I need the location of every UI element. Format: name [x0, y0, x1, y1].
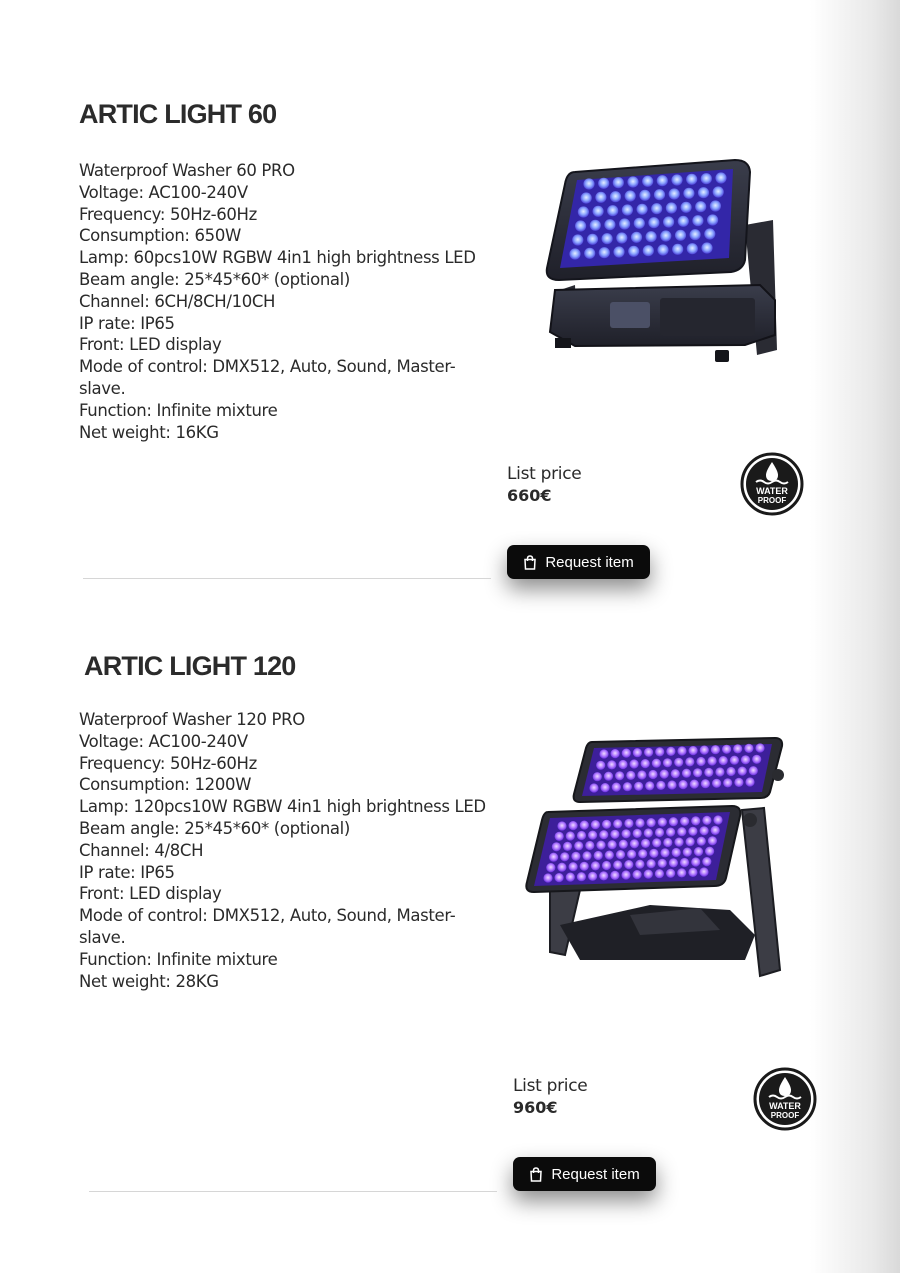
led-dot — [649, 849, 658, 858]
led-dot — [549, 853, 558, 862]
led-dot — [655, 828, 664, 837]
led-dot — [635, 818, 644, 827]
led-dot — [626, 771, 635, 780]
led-dot — [645, 781, 654, 790]
led-dot — [658, 859, 667, 868]
waterproof-badge — [753, 1067, 817, 1131]
led-dot — [566, 831, 575, 840]
spec-line: Waterproof Washer 60 PRO — [79, 161, 295, 180]
led-dot — [624, 860, 633, 869]
led-dot — [745, 777, 754, 786]
led-dot — [733, 744, 742, 753]
led-dot — [652, 759, 661, 768]
led-dot — [669, 188, 680, 199]
spec-line: Consumption: 650W — [79, 226, 241, 246]
led-dot — [693, 768, 702, 777]
led-dot — [712, 779, 721, 788]
led-dot — [697, 837, 706, 846]
led-dot — [588, 831, 597, 840]
badge-line2: PROOF — [757, 496, 787, 505]
led-dot — [581, 192, 592, 203]
led-dot — [619, 218, 630, 229]
led-dot — [583, 178, 594, 189]
led-dot — [677, 827, 686, 836]
led-dot — [613, 246, 624, 257]
led-dot — [692, 215, 703, 226]
led-dot — [635, 860, 644, 869]
spec-line: Consumption: 1200W — [79, 775, 252, 795]
spec-line: Function: Infinite mixture — [79, 949, 278, 969]
led-dot — [621, 870, 630, 879]
led-dot — [704, 768, 713, 777]
led-dot — [613, 860, 622, 869]
led-dot — [647, 818, 656, 827]
led-dot — [666, 202, 677, 213]
led-dot — [654, 189, 665, 200]
led-dot — [599, 871, 608, 880]
led-dot — [641, 839, 650, 848]
led-dot — [666, 747, 675, 756]
led-dot — [711, 826, 720, 835]
spec-line: Channel: 4/8CH — [79, 840, 204, 860]
badge-line1: WATER — [756, 486, 788, 496]
badge-line1: WATER — [769, 1101, 801, 1111]
led-dot — [644, 828, 653, 837]
spec-line: Front: LED display — [79, 884, 222, 904]
led-dot — [677, 746, 686, 755]
led-dot — [683, 188, 694, 199]
led-dot — [610, 830, 619, 839]
led-dot — [711, 745, 720, 754]
led-dot — [688, 827, 697, 836]
led-dot — [627, 850, 636, 859]
led-dot — [691, 857, 700, 866]
led-dot — [666, 828, 675, 837]
led-dot — [634, 782, 643, 791]
led-dot — [700, 746, 709, 755]
led-dot — [633, 870, 642, 879]
led-dot — [715, 172, 726, 183]
led-dot — [616, 850, 625, 859]
led-dot — [622, 829, 631, 838]
led-dot — [618, 760, 627, 769]
led-dot — [557, 821, 566, 830]
led-dot — [663, 838, 672, 847]
led-dot — [738, 767, 747, 776]
led-dot — [612, 783, 621, 792]
led-dot — [696, 757, 705, 766]
led-dot — [546, 863, 555, 872]
led-dot — [647, 859, 656, 868]
led-dot — [685, 757, 694, 766]
led-dot — [681, 202, 692, 213]
shopping-bag-icon — [523, 555, 537, 570]
spec-line: Front: LED display — [79, 335, 222, 355]
led-dot — [607, 760, 616, 769]
led-dot — [688, 868, 697, 877]
led-dot — [680, 817, 689, 826]
led-dot — [641, 759, 650, 768]
led-dot — [616, 232, 627, 243]
led-dot — [593, 772, 602, 781]
led-dot — [608, 840, 617, 849]
led-dot — [613, 177, 624, 188]
led-dot — [577, 831, 586, 840]
led-dot — [630, 759, 639, 768]
led-dot — [700, 826, 709, 835]
led-dot — [633, 748, 642, 757]
led-dot — [734, 778, 743, 787]
led-dot — [601, 783, 610, 792]
led-dot — [671, 174, 682, 185]
led-dot — [701, 779, 710, 788]
led-dot — [643, 245, 654, 256]
led-dot — [698, 187, 709, 198]
led-dot — [690, 229, 701, 240]
spec-line: Mode of control: DMX512, Auto, Sound, Master- — [79, 906, 456, 926]
led-dot — [658, 818, 667, 827]
spec-line: Net weight: 28KG — [79, 971, 219, 991]
spec-line: IP rate: IP65 — [79, 313, 175, 333]
led-dot — [628, 246, 639, 257]
led-dot — [655, 869, 664, 878]
led-dot — [642, 176, 653, 187]
led-dot — [723, 778, 732, 787]
led-dot — [701, 242, 712, 253]
led-dot — [666, 869, 675, 878]
led-dot — [566, 873, 575, 882]
led-dot — [590, 220, 601, 231]
led-dot — [694, 847, 703, 856]
spec-line: Mode of control: DMX512, Auto, Sound, Master- — [79, 357, 456, 377]
led-dot — [622, 204, 633, 215]
led-dot — [677, 868, 686, 877]
led-dot — [710, 200, 721, 211]
led-dot — [571, 852, 580, 861]
led-dot — [555, 873, 564, 882]
led-dot — [598, 178, 609, 189]
led-dot — [695, 201, 706, 212]
led-dot — [656, 781, 665, 790]
list-price-value: 960€ — [513, 1098, 558, 1117]
product-specs — [79, 160, 509, 443]
led-dot — [625, 190, 636, 201]
led-dot — [752, 755, 761, 764]
led-dot — [655, 747, 664, 756]
led-dot — [594, 851, 603, 860]
led-dot — [560, 852, 569, 861]
led-dot — [701, 173, 712, 184]
led-dot — [569, 821, 578, 830]
led-dot — [580, 862, 589, 871]
led-dot — [591, 820, 600, 829]
led-dot — [582, 851, 591, 860]
page-edge-shadow — [810, 0, 900, 1273]
led-dot — [699, 867, 708, 876]
led-dot — [605, 851, 614, 860]
led-dot — [707, 214, 718, 225]
spec-line: Voltage: AC100-240V — [79, 182, 248, 202]
led-dot — [708, 756, 717, 765]
led-dot — [638, 849, 647, 858]
led-dot — [651, 203, 662, 214]
led-dot — [719, 756, 728, 765]
led-dot — [622, 749, 631, 758]
led-dot — [637, 770, 646, 779]
led-dot — [602, 820, 611, 829]
product-title: ARTIC LIGHT 120 — [84, 651, 296, 681]
led-dot — [619, 840, 628, 849]
led-dot — [623, 782, 632, 791]
list-price-label: List price — [507, 464, 582, 484]
section-divider — [89, 1191, 497, 1192]
led-dot — [637, 204, 648, 215]
led-dot — [702, 857, 711, 866]
water-drop-icon — [740, 452, 804, 516]
led-dot — [713, 186, 724, 197]
led-dot — [555, 832, 564, 841]
led-dot — [607, 205, 618, 216]
led-dot — [669, 817, 678, 826]
spec-line: Frequency: 50Hz-60Hz — [79, 753, 257, 773]
led-dot — [599, 830, 608, 839]
led-dot — [744, 744, 753, 753]
led-dot — [705, 847, 714, 856]
led-dot — [675, 230, 686, 241]
led-dot — [683, 848, 692, 857]
led-dot — [584, 248, 595, 259]
led-dot — [588, 872, 597, 881]
led-dot — [672, 244, 683, 255]
led-dot — [657, 244, 668, 255]
spec-line: Beam angle: 25*45*60* (optional) — [79, 269, 351, 289]
spec-line: Voltage: AC100-240V — [79, 731, 248, 751]
led-dot — [569, 248, 580, 259]
led-dot — [686, 174, 697, 185]
led-dot — [657, 175, 668, 186]
led-dot — [633, 829, 642, 838]
led-dot — [646, 231, 657, 242]
led-dot — [596, 841, 605, 850]
led-dot — [690, 780, 699, 789]
led-dot — [682, 769, 691, 778]
led-dot — [669, 858, 678, 867]
request-item-button[interactable] — [513, 1157, 656, 1191]
led-dot — [595, 192, 606, 203]
led-dot — [755, 743, 764, 752]
led-dot — [589, 783, 598, 792]
led-dot — [634, 218, 645, 229]
product-image-washer-120 — [520, 730, 815, 985]
list-price-value: 660€ — [507, 486, 552, 505]
product-image-washer-60 — [535, 150, 790, 380]
spec-line: Function: Infinite mixture — [79, 400, 278, 420]
led-dot — [593, 206, 604, 217]
led-dot — [624, 819, 633, 828]
led-dot — [704, 228, 715, 239]
spec-line: Frequency: 50Hz-60Hz — [79, 204, 257, 224]
led-dot — [648, 770, 657, 779]
led-dot — [674, 758, 683, 767]
spec-line: Channel: 6CH/8CH/10CH — [79, 291, 276, 311]
led-dot — [660, 770, 669, 779]
led-dot — [587, 234, 598, 245]
led-dot — [631, 232, 642, 243]
led-dot — [613, 819, 622, 828]
led-dot — [702, 816, 711, 825]
led-dot — [667, 780, 676, 789]
led-dot — [591, 861, 600, 870]
spec-line: Lamp: 120pcs10W RGBW 4in1 high brightness LED — [79, 797, 486, 817]
led-dot — [599, 749, 608, 758]
led-dot — [678, 216, 689, 227]
spec-line: Lamp: 60pcs10W RGBW 4in1 high brightness LED — [79, 248, 476, 268]
led-dot — [580, 821, 589, 830]
led-dot — [630, 839, 639, 848]
spec-line: Net weight: 16KG — [79, 422, 219, 442]
led-dot — [563, 842, 572, 851]
led-dot — [644, 870, 653, 879]
led-dot — [749, 766, 758, 775]
section-divider — [83, 578, 491, 579]
led-dot — [557, 863, 566, 872]
led-dot — [615, 771, 624, 780]
water-drop-icon — [753, 1067, 817, 1131]
led-dot — [644, 748, 653, 757]
product-specs — [79, 709, 509, 992]
led-dot — [674, 838, 683, 847]
led-dot — [708, 836, 717, 845]
led-dot — [578, 206, 589, 217]
led-dot — [596, 761, 605, 770]
badge-line2: PROOF — [770, 1111, 800, 1120]
led-dot — [663, 216, 674, 227]
spec-line: Beam angle: 25*45*60* (optional) — [79, 818, 351, 838]
led-dot — [671, 769, 680, 778]
led-dot — [552, 842, 561, 851]
led-dot — [679, 780, 688, 789]
led-dot — [604, 772, 613, 781]
led-dot — [715, 767, 724, 776]
led-dot — [686, 837, 695, 846]
led-dot — [730, 756, 739, 765]
led-dot — [572, 234, 583, 245]
led-dot — [602, 233, 613, 244]
led-dot — [687, 243, 698, 254]
request-item-label: Request item — [545, 553, 634, 571]
product-title: ARTIC LIGHT 60 — [79, 99, 277, 129]
led-dot — [722, 745, 731, 754]
led-dot — [585, 841, 594, 850]
spec-line: slave. — [79, 378, 126, 398]
led-dot — [648, 217, 659, 228]
led-dot — [611, 749, 620, 758]
led-dot — [610, 871, 619, 880]
led-dot — [689, 746, 698, 755]
led-dot — [663, 758, 672, 767]
request-item-label: Request item — [551, 1165, 640, 1183]
led-dot — [602, 861, 611, 870]
led-dot — [680, 858, 689, 867]
led-dot — [575, 220, 586, 231]
led-dot — [604, 219, 615, 230]
led-dot — [741, 755, 750, 764]
led-dot — [639, 190, 650, 201]
led-dot — [610, 191, 621, 202]
led-dot — [726, 767, 735, 776]
led-dot — [652, 838, 661, 847]
led-dot — [599, 247, 610, 258]
led-dot — [627, 176, 638, 187]
led-dot — [577, 872, 586, 881]
led-dot — [660, 230, 671, 241]
spec-line: Waterproof Washer 120 PRO — [79, 710, 305, 729]
led-dot — [691, 816, 700, 825]
request-item-button[interactable] — [507, 545, 650, 579]
waterproof-badge — [740, 452, 804, 516]
spec-line: IP rate: IP65 — [79, 862, 175, 882]
led-dot — [660, 848, 669, 857]
led-dot — [713, 815, 722, 824]
led-dot — [672, 848, 681, 857]
shopping-bag-icon — [529, 1167, 543, 1182]
list-price-label: List price — [513, 1076, 588, 1096]
led-dot — [574, 841, 583, 850]
led-dot — [543, 873, 552, 882]
spec-line: slave. — [79, 927, 126, 947]
led-dot — [569, 862, 578, 871]
